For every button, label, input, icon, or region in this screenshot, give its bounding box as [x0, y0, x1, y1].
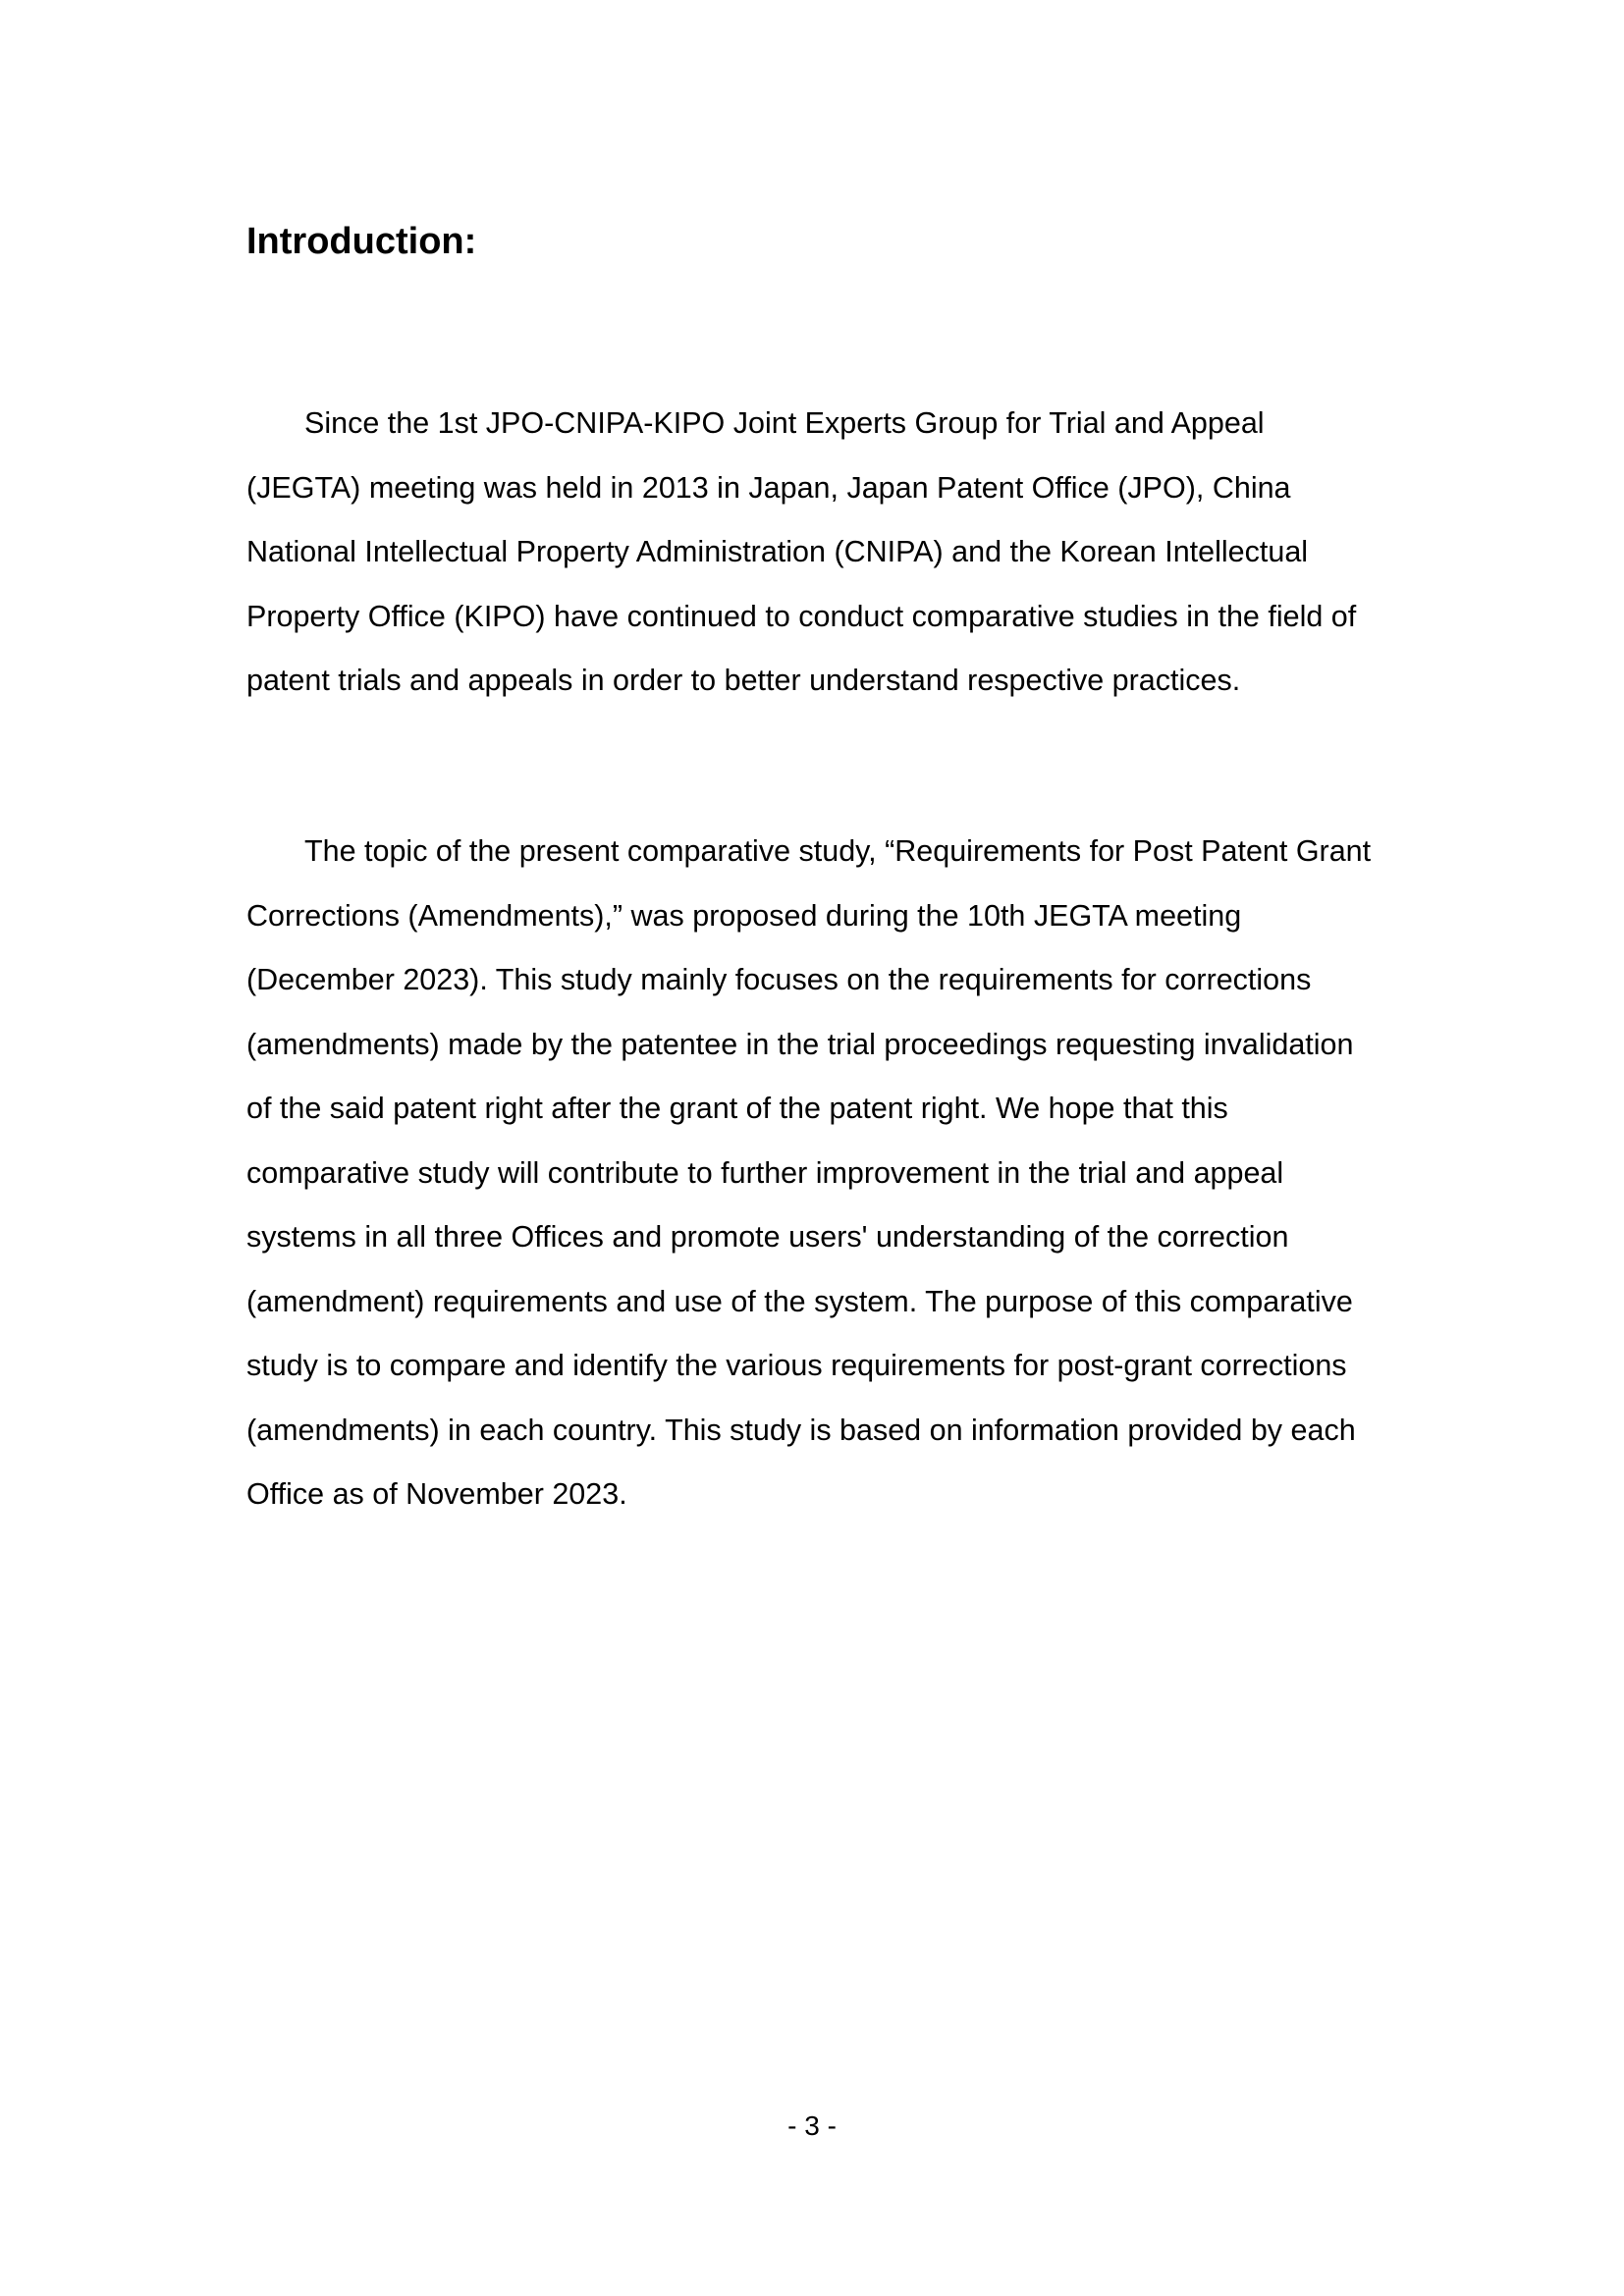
paragraph-line: Since the 1st JPO-CNIPA-KIPO Joint Experts Group for Trial and Appeal	[304, 406, 1265, 440]
page-number: - 3 -	[787, 2110, 837, 2141]
paragraph-line: (amendment) requirements and use of the system. The purpose of this comparative	[246, 1284, 1353, 1318]
paragraph-line: The topic of the present comparative study, “Requirements for Post Patent Grant	[304, 834, 1372, 868]
paragraph-1	[246, 392, 1385, 714]
paragraph-line: of the said patent right after the grant of the patent right. We hope that this	[246, 1092, 1228, 1125]
paragraph-line: (amendments) in each country. This study is based on information provided by each	[246, 1413, 1356, 1447]
paragraph-line: comparative study will contribute to further improvement in the trial and appeal	[246, 1155, 1284, 1190]
paragraph-line: Office as of November 2023.	[246, 1477, 627, 1511]
paragraph-line: (amendments) made by the patentee in the trial proceedings requesting invalidation	[246, 1027, 1354, 1061]
paragraph-line: study is to compare and identify the various requirements for post-grant corrections	[246, 1349, 1347, 1382]
section-heading: Introduction:	[246, 221, 477, 262]
paragraph-line: (December 2023). This study mainly focuses on the requirements for corrections	[246, 963, 1312, 996]
paragraph-2	[246, 820, 1385, 1527]
paragraph-line: (JEGTA) meeting was held in 2013 in Japan, Japan Patent Office (JPO), China	[246, 470, 1291, 505]
paragraph-line: systems in all three Offices and promote users' understanding of the correction	[246, 1220, 1289, 1254]
paragraph-line: Corrections (Amendments),” was proposed during the 10th JEGTA meeting	[246, 898, 1242, 933]
paragraph-line: Property Office (KIPO) have continued to conduct comparative studies in the field of	[246, 599, 1357, 633]
paragraph-line: patent trials and appeals in order to better understand respective practices.	[246, 664, 1241, 697]
paragraph-line: National Intellectual Property Administration (CNIPA) and the Korean Intellectual	[246, 535, 1309, 568]
